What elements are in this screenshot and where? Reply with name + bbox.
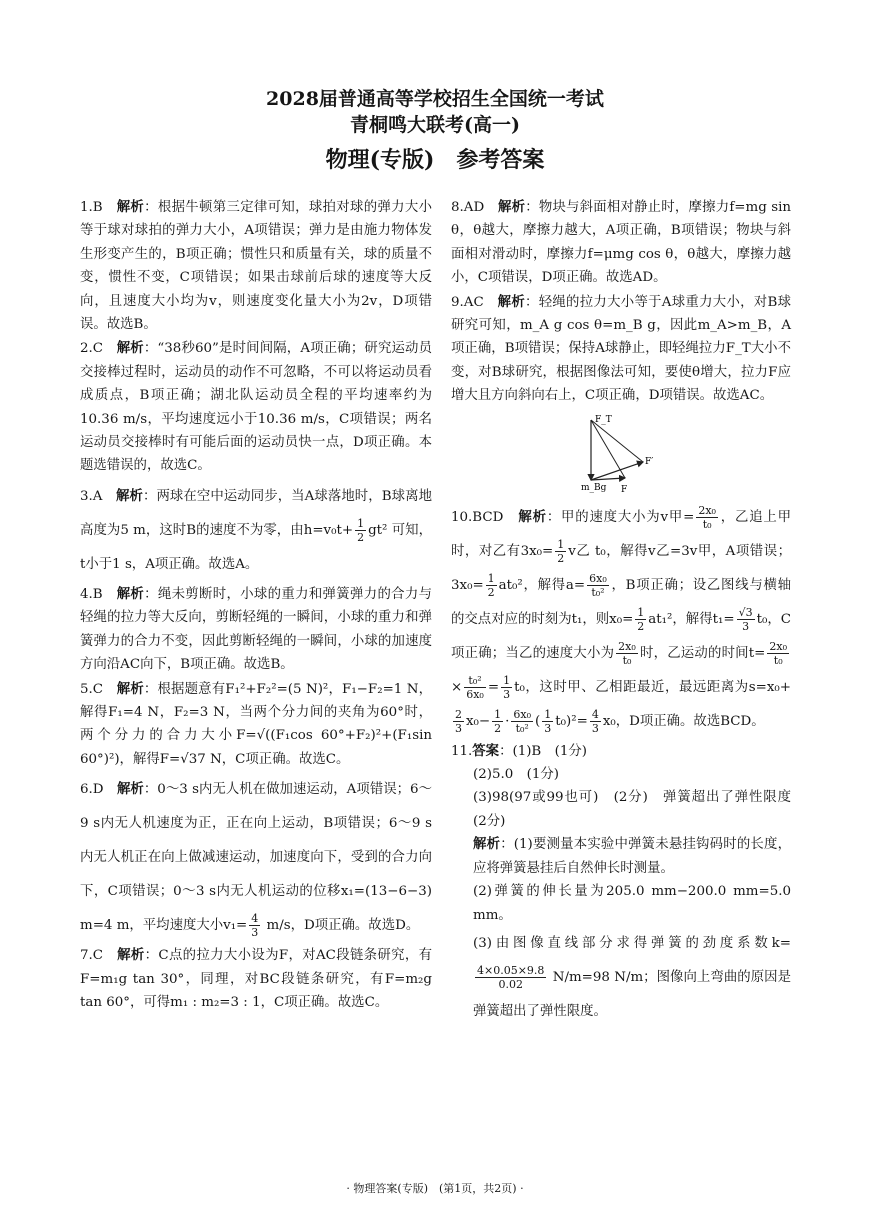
answer-q8: 8.AD 解析：物块与斜面相对静止时，摩擦力f=mg sin θ，θ越大，摩擦力越大，A项正确，B项错误；物块与斜面相对滑动时，摩擦力f=μmg cos θ，θ越大，摩擦力越小，C项错误，D项正确。故选AD。 xyxy=(451,199,792,286)
analysis-label: 解析 xyxy=(116,680,144,697)
answer-q10: 10.BCD 解析：甲的速度大小为v甲= $\frac{\text{2x₀}}{\text{t₀}}$ ，乙追上甲时，对乙有3x₀= $\frac{1}{2}$ v乙 t₀，解得v乙=3v甲，A项错误；3x₀= $\frac{1}{2}$ at₀²，解得a= $\frac{\text{6x₀}}{\text{t₀²}}$ ，B项正确；设乙图线与横轴的交点对应的时刻为t₁，则x₀= $\frac{1}{2}$ at₁²，解得t₁= $\frac{√3}{3}$ t₀，C项正确；当乙的速度大小为 $\frac{\text{2x₀}}{\text{t₀}}$ 时，乙运动的时间t= $\frac{\text{2x₀}}{\text{t₀}}$ × $\frac{\text{t₀²}}{\text{6x₀}}$ = $\frac{1}{3}$ t₀，这时甲、乙相距最近，最远距离为s=x₀+ $\frac{2}{3}$ x₀− $\frac{1}{2}$ · $\frac{\text{6x₀}}{\text{t₀²}}$ ( $\frac{1}{3}$ t₀)²= $\frac{4}{3}$ x₀，D项正确。故选BCD。 xyxy=(451,503,792,735)
analysis-label: 解析 xyxy=(116,585,145,602)
page-footer: · 物理答案(专版) (第1页，共2页) · xyxy=(346,1182,524,1195)
answer-q6: 6.D 解析：0～3 s内无人机在做加速运动，A项错误；6～9 s内无人机速度为正，正在向上运动，B项错误；6～9 s内无人机正在向上做减速运动，加速度向下，受到的合力向下，C项错误；0～3 s内无人机运动的位移x₁=(13−6−3) m=4 m，平均速度大小v₁= $\frac{4}{3}$ m/s，D项正确。故选D。 xyxy=(80,781,433,940)
label-f: F xyxy=(621,484,628,495)
fraction: $\frac{4}{3}$ xyxy=(251,912,259,940)
exam-title: 2028届普通高等学校招生全国统一考试 xyxy=(266,88,604,110)
answer-label: 答案 xyxy=(472,742,500,759)
answer-q5: 5.C 解析：根据题意有F₁²+F₂²=(5 N)²，F₁−F₂=1 N，解得F₁=4 N，F₂=3 N，当两个分力间的夹角为60°时，两个分力的合力大小F=√((F₁cos 60°+F₂)²+(F₁sin 60°)²)，解得F=√37 N，C项正确。故选C。 xyxy=(80,680,433,767)
label-ft: F_T xyxy=(595,414,612,425)
fraction: $\frac{1}{2}$ xyxy=(357,516,365,544)
tension-line-b xyxy=(591,420,625,478)
analysis-label: 解析 xyxy=(117,947,145,964)
right-column xyxy=(451,196,805,1030)
answer-q9: 9.AC 解析：轻绳的拉力大小等于A球重力大小，对B球研究可知，m_A g cos θ=m_B g，因此m_A>m_B，A项正确，B项错误；保持A球静止，即轻绳拉力F_T大小不变，对B球研究，根据图像法可知，要使θ增大，拉力F应增大且方向斜向右上，C项正确，D项错误。故选AC。 xyxy=(451,293,792,404)
answer-q7: 7.C 解析：C点的拉力大小设为F，对AC段链条研究，有F=m₁g tan 30°，同理，对BC段链条研究，有F=m₂g tan 60°，可得m₁ : m₂=3 : 1，C项正确。故选C。 xyxy=(80,947,433,1010)
tension-line-a xyxy=(591,420,643,462)
analysis-label: 解析 xyxy=(116,781,144,798)
answer-key-title: 物理(专版) 参考答案 xyxy=(325,147,545,173)
analysis-label: 解析 xyxy=(116,199,145,215)
force-diagram xyxy=(581,412,671,496)
answer-q4: 4.B 解析：绳未剪断时，小球的重力和弹簧弹力的合力与轻绳的拉力等大反向，剪断轻绳的一瞬间，小球的重力和弹簧弹力的合力不变，因此剪断轻绳的一瞬间，小球的加速度方向沿AC向下，B项正确。故选B。 xyxy=(80,585,433,673)
label-f-prime: F′ xyxy=(645,456,654,467)
analysis-label: 解析 xyxy=(497,293,526,310)
answer-q2: 2.C 解析：“38秒60”是时间间隔，A项正确；研究运动员交接棒过程时，运动员的动作不可忽略，不可以将运动员看成质点，B项正确；湖北队运动员全程的平均速率约为10.36 m/s，平均速度远小于10.36 m/s，C项错误；两名运动员交接棒时有可能后面的运动员快一点，D项正确。本题选错误的，故选C。 xyxy=(80,340,432,474)
analysis-label: 解析 xyxy=(518,508,547,525)
answer-q3: 3.A 解析：两球在空中运动同步，当A球落地时，B球离地高度为5 m，这时B的速度不为零，由h=v₀t+ $\frac{1}{2}$ gt² 可知，t小于1 s，A项正确。故选A。 xyxy=(80,487,433,572)
analysis-label: 解析 xyxy=(116,487,143,504)
label-mbg: m_Bg xyxy=(581,482,607,493)
analysis-label: 解析 xyxy=(116,340,144,357)
fraction: $\frac{4\times 0.05\times 9.8}{0.02}$ xyxy=(477,963,545,991)
exam-subtitle: 青桐鸣大联考(高一) xyxy=(350,114,520,136)
answer-q1: 1.B 解析：根据牛顿第三定律可知，球拍对球的弹力大小等于球对球拍的弹力大小，A项错误；弹力是由施力物体发生形变产生的，B项正确；惯性只和质量有关，球的质量不变，惯性不变，C项错误；如果击球前后球的速度等大反向，且速度大小均为v，则速度变化量大小为2v，D项错误。故选B。 xyxy=(80,199,433,333)
analysis-label: 解析 xyxy=(473,836,501,853)
left-column xyxy=(80,196,432,1015)
analysis-label: 解析 xyxy=(498,199,526,215)
answer-q11: 11.答案：(1)B (1分) (2)5.0 (1分) (3)98(97或99也可) (2分) 弹簧超出了弹性限度 (2分) 解析：(1)要测量本实验中弹簧未悬挂钩码时的长度，应将弹簧悬挂后自然伸长时测量。 (2)弹簧的伸长量为205.0 mm−200.0 mm=5.0 mm。 (3)由图像直线部分求得弹簧的劲度系数k= $\frac{4\times 0.05\times 9.8}{0.02}$ N/m=98 N/m；图像向上弯曲的原因是弹簧超出了弹性限度。 xyxy=(451,742,805,1019)
